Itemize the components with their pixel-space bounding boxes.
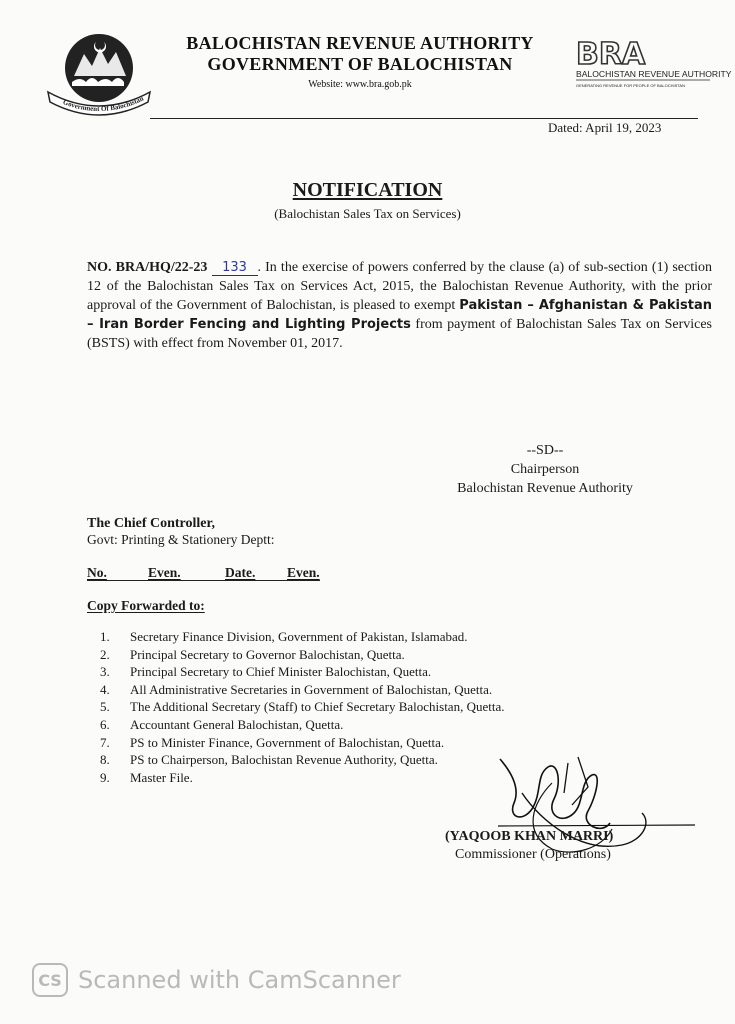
reference-number: 133	[212, 260, 258, 276]
government-title: GOVERNMENT OF BALOCHISTAN	[207, 54, 513, 74]
signatory-designation: Commissioner (Operations)	[455, 847, 611, 862]
reference-label: NO. BRA/HQ/22-23	[87, 260, 208, 275]
no-line-underline	[87, 580, 320, 581]
list-item: 5. The Additional Secretary (Staff) to Chief Secretary Balochistan, Quetta.	[100, 699, 505, 715]
notification-body	[87, 258, 712, 353]
notification-title: NOTIFICATION	[292, 179, 443, 201]
notification-subtitle: (Balochistan Sales Tax on Services)	[274, 206, 461, 221]
list-item: 3. Principal Secretary to Chief Minister Balochistan, Quetta.	[100, 664, 432, 680]
bra-logo-tagline: GENERATING REVENUE FOR PEOPLE OF BALOCHISTAN	[576, 83, 685, 88]
list-item: 4. All Administrative Secretaries in Government of Balochistan, Quetta.	[100, 681, 493, 697]
signed-sd: --SD--	[526, 443, 564, 458]
list-item: 2. Principal Secretary to Governor Balochistan, Quetta.	[100, 646, 405, 662]
body-text-1: . In the exercise of powers conferred by the clause (a) of sub-section (1) section 12 of the Balochistan Sales Tax on Services Act, 2015, the Balochistan Revenue Authority, with the prior approval of the Government of Balochistan, is pleased to exempt	[87, 260, 713, 313]
copy-forwarded-title: Copy Forwarded to:	[87, 598, 205, 613]
authority-title: BALOCHISTAN REVENUE AUTHORITY	[186, 33, 534, 53]
date-label: Date.	[225, 565, 256, 580]
bra-logo-abbr: BRA	[576, 37, 646, 72]
recipient-title: The Chief Controller,	[87, 516, 215, 531]
bra-logo	[574, 34, 732, 96]
list-item: 7. PS to Minister Finance, Government of Balochistan, Quetta.	[100, 734, 445, 750]
camscanner-icon: CS	[32, 963, 68, 997]
list-item: 9. Master File.	[100, 769, 193, 785]
bra-logo-name: BALOCHISTAN REVENUE AUTHORITY	[576, 69, 732, 79]
date-line: Dated: April 19, 2023	[548, 120, 662, 135]
copy-forwarded-list	[100, 628, 504, 786]
list-item: 8. PS to Chairperson, Balochistan Revenue Authority, Quetta.	[100, 752, 438, 768]
list-item: 1. Secretary Finance Division, Government of Pakistan, Islamabad.	[100, 629, 468, 644]
government-of-balochistan-logo	[44, 30, 154, 120]
header-divider	[150, 118, 698, 119]
camscanner-watermark	[32, 963, 401, 997]
body-text-2: from payment of Balochistan Sales Tax on Services (BSTS) with effect from November 01, 2017.	[87, 317, 712, 351]
even-label-2: Even.	[287, 565, 320, 580]
signoff-organization: Balochistan Revenue Authority	[457, 481, 633, 496]
no-label: No.	[87, 565, 107, 580]
website-text: Website: www.bra.gob.pk	[308, 79, 412, 90]
signatory-name: (YAQOOB KHAN MARRI)	[445, 829, 614, 844]
watermark-text: Scanned with CamScanner	[78, 966, 401, 994]
gov-logo-text: Government Of Balochistan	[61, 94, 145, 114]
signoff-designation: Chairperson	[510, 462, 580, 477]
exempted-projects: Pakistan – Afghanistan & Pakistan – Iran Border Fencing and Lighting Projects	[87, 298, 712, 332]
recipient-dept: Govt: Printing & Stationery Deptt:	[87, 532, 275, 547]
list-item: 6. Accountant General Balochistan, Quetta.	[100, 716, 344, 732]
even-label-1: Even.	[148, 565, 181, 580]
signoff-block	[420, 441, 670, 498]
